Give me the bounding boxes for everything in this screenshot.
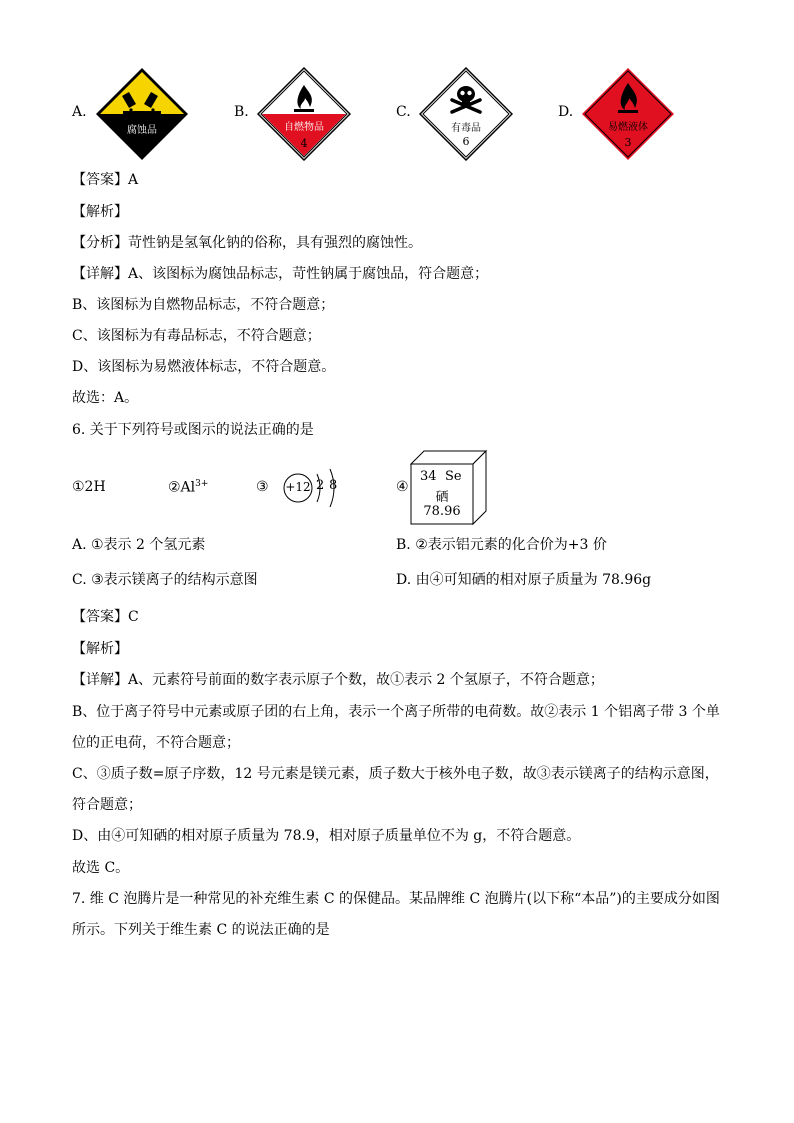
q7-stem-line: 所示。下列关于维生素 C 的说法正确的是 <box>72 922 330 938</box>
sign-text: 易燃液体 <box>608 122 648 133</box>
element-symbol: Se <box>445 469 462 484</box>
q6-detail-line: C、③质子数=原子序数，12 号元素是镁元素，质子数大于核外电子数，故③表示镁离子的结构示意图， <box>72 766 719 782</box>
q6-option-b: B. ②表示铝元素的化合价为+3 价 <box>396 537 607 553</box>
magnesium-ion-structure-diagram <box>282 466 352 510</box>
symbol-2-superscript: 3+ <box>195 479 209 489</box>
q7-stem-line: 7. 维 C 泡腾片是一种常见的补充维生素 C 的保健品。某品牌维 C 泡腾片(以下称“本品”)的主要成分如图 <box>72 891 720 907</box>
symbol-4-label: ④ <box>396 479 409 495</box>
q6-answer: 【答案】C <box>72 609 139 625</box>
electron-shell-1: 2 <box>316 478 325 493</box>
q5-analysis-heading: 【解析】 <box>72 204 128 220</box>
q6-option-c: C. ③表示镁离子的结构示意图 <box>72 572 258 588</box>
q5-fenxi: 【分析】苛性钠是氢氧化钠的俗称，具有强烈的腐蚀性。 <box>72 235 422 251</box>
sign-text: 腐蚀品 <box>127 125 157 136</box>
selenium-element-cube <box>410 450 488 526</box>
option-letter: A. <box>72 104 87 120</box>
option-letter: C. <box>396 104 411 120</box>
q5-detail-line: 【详解】A、该图标为腐蚀品标志，苛性钠属于腐蚀品，符合题意； <box>72 266 489 282</box>
corrosive-sign-icon <box>95 67 189 161</box>
q6-conclusion: 故选 C。 <box>72 860 130 876</box>
symbol-3-label: ③ <box>256 479 269 495</box>
option-letter: D. <box>558 104 574 120</box>
atomic-mass: 78.96 <box>423 504 461 519</box>
q5-detail-line: C、该图标为有毒品标志，不符合题意； <box>72 328 321 344</box>
q6-analysis-heading: 【解析】 <box>72 641 128 657</box>
sign-number: 3 <box>624 136 632 149</box>
nucleus-charge: +12 <box>285 480 311 494</box>
q6-stem: 6. 关于下列符号或图示的说法正确的是 <box>72 422 314 438</box>
flammable-liquid-sign-icon <box>581 67 675 161</box>
q6-detail-line: 位的正电荷，不符合题意； <box>72 735 240 751</box>
symbol-2 <box>168 479 208 496</box>
symbol-1: ①2H <box>72 479 106 495</box>
q6-detail-line: 符合题意； <box>72 797 142 813</box>
electron-shell-2: 8 <box>329 478 338 493</box>
q5-answer: 【答案】A <box>72 172 139 188</box>
q5-detail-line: B、该图标为自燃物品标志，不符合题意； <box>72 297 335 313</box>
q6-detail-line: 【详解】A、元素符号前面的数字表示原子个数，故①表示 2 个氢原子，不符合题意； <box>72 672 604 688</box>
symbol-2-text: ②Al <box>168 479 196 496</box>
sign-number: 6 <box>462 135 470 148</box>
element-name: 硒 <box>435 490 449 505</box>
q6-option-d: D. 由④可知硒的相对原子质量为 78.96g <box>396 572 652 588</box>
q6-option-a: A. ①表示 2 个氢元素 <box>72 537 206 553</box>
option-letter: B. <box>234 104 249 120</box>
atomic-number: 34 <box>420 469 437 484</box>
sign-text: 有毒品 <box>451 123 481 134</box>
q5-conclusion: 故选：A。 <box>72 390 139 406</box>
spontaneous-combustion-sign-icon <box>257 67 351 161</box>
q6-detail-line: D、由④可知硒的相对原子质量为 78.9，相对原子质量单位不为 g，不符合题意。 <box>72 828 581 844</box>
q5-detail-line: D、该图标为易燃液体标志，不符合题意。 <box>72 359 336 375</box>
sign-text: 自燃物品 <box>284 122 324 133</box>
q6-detail-line: B、位于离子符号中元素或原子团的右上角，表示一个离子所带的电荷数。故②表示 1 个铝离子带 3 个单 <box>72 704 720 720</box>
toxic-sign-icon <box>419 67 513 161</box>
sign-number: 4 <box>300 137 308 150</box>
